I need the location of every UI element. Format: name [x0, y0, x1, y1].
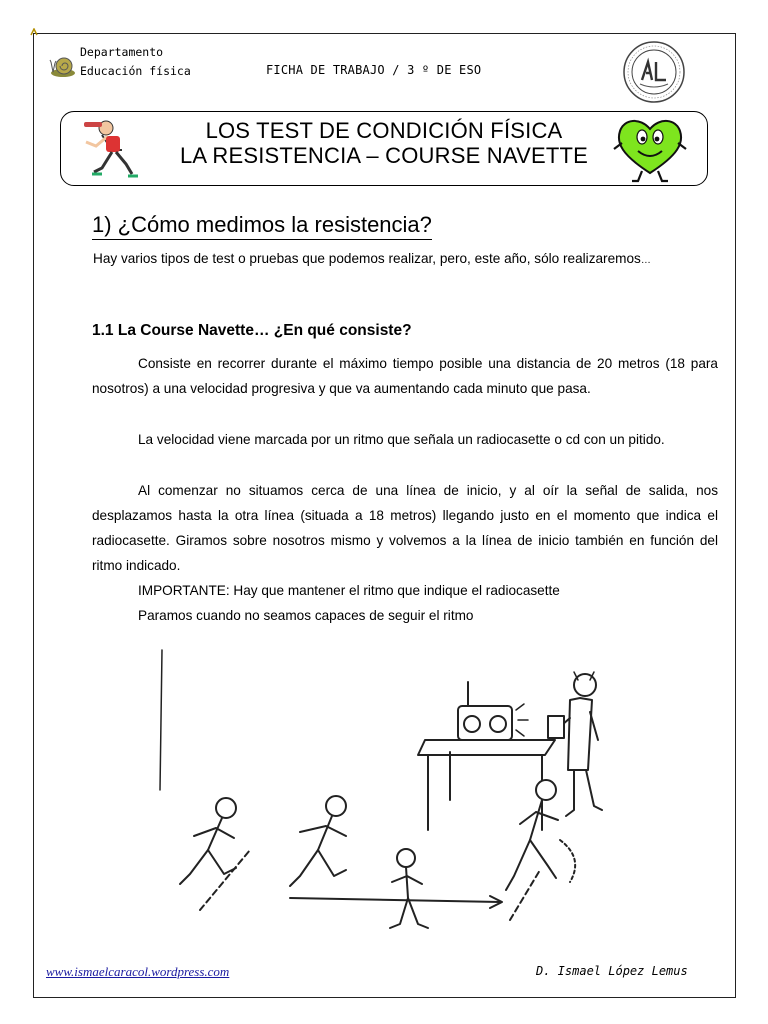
- worksheet-label: FICHA DE TRABAJO / 3 º DE ESO: [266, 63, 482, 77]
- paragraph-description: Consiste en recorrer durante el máximo tiempo posible una distancia de 20 metros (18 para nosotros) a una velocidad progresiva y que va aumentando cada minuto que pasa.: [92, 356, 718, 396]
- snail-logo-icon: [48, 52, 76, 80]
- department-line2: Educación física: [80, 64, 191, 78]
- intro-paragraph: [47, 246, 717, 273]
- intro-text: Hay varios tipos de test o pruebas que podemos realizar, pero, este año, sólo realizaremos: [93, 251, 641, 266]
- author-label: D. Ismael López Lemus: [536, 964, 688, 978]
- title-line-1: LOS TEST DE CONDICIÓN FÍSICA: [205, 118, 563, 143]
- department-line1: Departamento: [80, 45, 164, 59]
- paragraph-procedure: Al comenzar no situamos cerca de una línea de inicio, y al oír la señal de salida, nos desplazamos hasta la otra línea (situada a 18 metros) llegando justo en el momento que indica el radiocasette. Giramos sobre nosotros mismo y volvemos a la línea de inicio también en función del ritmo indicado.: [92, 483, 718, 573]
- heart-mascot-icon: [612, 113, 688, 185]
- department-label: [80, 43, 191, 81]
- section-heading: 1) ¿Cómo medimos la resistencia?: [92, 212, 432, 240]
- paragraph-stop: Paramos cuando no seamos capaces de seguir el ritmo: [138, 608, 474, 623]
- paragraph-important: IMPORTANTE: Hay que mantener el ritmo que indique el radiocasette: [138, 583, 560, 598]
- school-seal-icon: [622, 40, 686, 104]
- course-navette-illustration: [150, 640, 630, 950]
- title-line-2: LA RESISTENCIA – COURSE NAVETTE: [179, 143, 588, 168]
- corner-mark-icon: [30, 28, 38, 36]
- paragraph-rhythm: La velocidad viene marcada por un ritmo que señala un radiocasette o cd con un pitido.: [138, 432, 665, 447]
- intro-ellipsis: …: [640, 255, 651, 266]
- website-link[interactable]: www.ismaelcaracol.wordpress.com: [46, 964, 230, 979]
- subsection-heading: 1.1 La Course Navette… ¿En qué consiste?: [92, 322, 412, 339]
